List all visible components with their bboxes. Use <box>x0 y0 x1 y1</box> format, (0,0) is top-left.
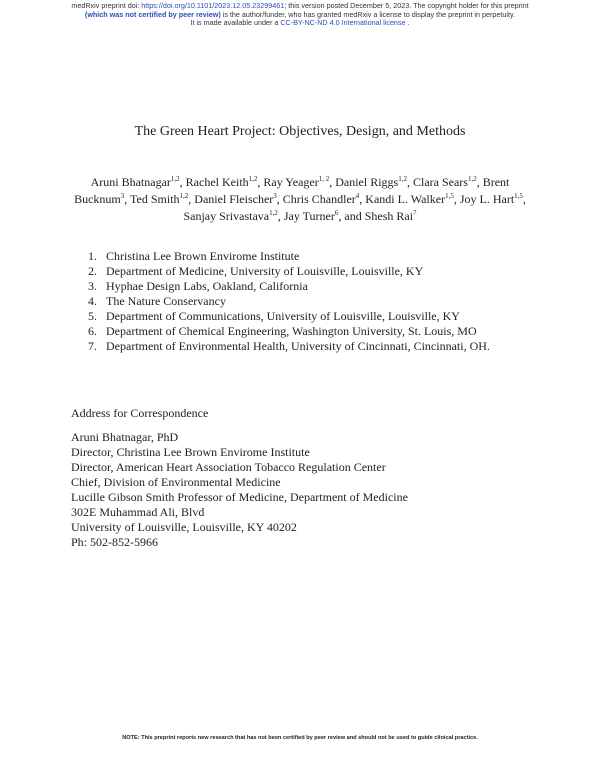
author <box>460 192 523 206</box>
affiliation-number: 3. <box>88 279 97 293</box>
author-affiliation-mark: 1,2 <box>398 175 407 183</box>
affiliation-item <box>88 279 490 294</box>
author-affiliation-mark: 1,2 <box>248 175 258 183</box>
author-affiliation-mark: 1,2 <box>467 175 477 183</box>
author <box>283 192 360 206</box>
correspondence-line: Ph: 502-852-5966 <box>71 535 158 549</box>
header-line-2: (which was not certified by peer review) is the author/funder, who has granted medRxiv a license to display the preprint in perpetuity. <box>84 9 516 19</box>
affiliation-item <box>88 264 490 279</box>
author-name: Brent Bucknum <box>74 175 510 206</box>
affiliation-text: Department of Medicine, University of Louisville, Louisville, KY <box>106 264 424 278</box>
author <box>365 192 454 206</box>
affiliation-item <box>88 324 490 339</box>
affiliation-item <box>88 294 490 309</box>
correspondence-line: Aruni Bhatnagar, PhD <box>71 430 179 444</box>
affiliation-list <box>88 249 490 354</box>
affiliation-text: The Nature Conservancy <box>106 294 226 308</box>
correspondence-label: Address for Correspondence <box>71 406 209 420</box>
affiliation-item <box>88 309 490 324</box>
author <box>413 175 477 189</box>
header-line-1: medRxiv preprint doi: https://doi.org/10.1101/2023.12.05.23299461; this version posted December 5, 2023. The copyright holder for this preprint <box>71 1 529 10</box>
preprint-header <box>0 2 600 28</box>
author-affiliation-mark: 1,2 <box>170 175 180 183</box>
affiliation-number: 6. <box>88 324 97 338</box>
author-name: Aruni Bhatnagar <box>90 175 171 189</box>
affiliation-text: Department of Chemical Engineering, Washington University, St. Louis, MO <box>106 324 477 338</box>
author-name: Sanjay Srivastava <box>183 209 270 223</box>
affiliation-item <box>88 339 490 354</box>
affiliation-text: Department of Environmental Health, University of Cincinnati, Cincinnati, OH. <box>106 339 490 353</box>
author <box>284 209 339 223</box>
correspondence-line: Director, American Heart Association Tobacco Regulation Center <box>71 460 386 474</box>
author-name: Shesh Rai <box>364 209 414 223</box>
affiliation-text: Christina Lee Brown Envirome Institute <box>106 249 300 263</box>
author-affiliation-mark: 1,5 <box>445 192 454 200</box>
author <box>91 175 180 189</box>
paper-title: The Green Heart Project: Objectives, Design, and Methods <box>134 124 466 139</box>
correspondence-line: 302E Muhammad Ali, Blvd <box>71 505 205 519</box>
author-name: Daniel Fleischer <box>194 192 274 206</box>
author <box>130 192 188 206</box>
correspondence-line: Lucille Gibson Smith Professor of Medicine, Department of Medicine <box>71 490 408 504</box>
author-affiliation-mark: 4 <box>355 192 360 200</box>
author <box>335 175 407 189</box>
correspondence-address <box>71 430 408 550</box>
author-name: Daniel Riggs <box>335 175 399 189</box>
correspondence-line: Chief, Division of Environmental Medicine <box>71 475 281 489</box>
author-name: Clara Sears <box>412 175 468 189</box>
author <box>365 209 417 223</box>
author-affiliation-mark: 1,5 <box>514 192 523 200</box>
author-affiliation-mark: 6 <box>334 209 339 217</box>
author-affiliation-mark: 7 <box>413 209 417 217</box>
doi-link[interactable]: https://doi.org/10.1101/2023.12.05.23299461 <box>141 1 285 10</box>
author-affiliation-mark: 3 <box>273 192 277 200</box>
author <box>263 175 329 189</box>
header-line-3: It is made available under a CC-BY-NC-ND 4.0 International license . <box>190 18 410 28</box>
author-name: Chris Chandler <box>282 192 356 206</box>
author <box>194 192 276 206</box>
affiliation-number: 4. <box>88 294 97 308</box>
author-affiliation-mark: 1,2 <box>269 209 278 217</box>
affiliation-item <box>88 249 490 264</box>
affiliation-number: 2. <box>88 264 97 278</box>
affiliation-number: 7. <box>88 339 97 353</box>
author-list: Aruni Bhatnagar$^{1,2}$, Rachel Keith$^{1,2}$, Ray Yeager$^{1, 2}$, Daniel Riggs$^{1,2}$, Clara Sears$^{1,2}$, Brent Bucknum$^3$, Ted Smith$^{1,2}$, Daniel Fleischer$^3$, Chris Chandler$^4$, Kandi L. Walker$^{1,5}$, Joy L. Hart$^{1,5}$, Sanjay Srivastava$^{1,2}$, Jay Turner$^6$, and Shesh Rai$^7$ <box>74 175 526 223</box>
affiliation-number: 1. <box>88 249 97 263</box>
author-name: Ted Smith <box>130 192 180 206</box>
author-name: Ray Yeager <box>263 175 319 189</box>
author-name: Rachel Keith <box>185 175 249 189</box>
author <box>186 175 258 189</box>
affiliation-text: Department of Communications, University of Louisville, Louisville, KY <box>106 309 460 323</box>
correspondence-line: University of Louisville, Louisville, KY 40202 <box>71 520 297 534</box>
author-affiliation-mark: 1, 2 <box>318 175 330 183</box>
affiliation-text: Hyphae Design Labs, Oakland, California <box>106 279 308 293</box>
correspondence-line: Director, Christina Lee Brown Envirome Institute <box>71 445 310 459</box>
author <box>183 209 277 223</box>
author-affiliation-mark: 3 <box>120 192 125 200</box>
author-name: Joy L. Hart <box>459 192 515 206</box>
affiliation-number: 5. <box>88 309 97 323</box>
author-name: Kandi L. Walker <box>365 192 446 206</box>
preprint-note: NOTE: This preprint reports new research that has not been certified by peer review and should not be used to guide clinical practice. <box>122 735 478 741</box>
license-link[interactable]: CC-BY-NC-ND 4.0 International license <box>280 18 406 28</box>
author-affiliation-mark: 1,2 <box>179 192 189 200</box>
author-name: Jay Turner <box>283 209 335 223</box>
